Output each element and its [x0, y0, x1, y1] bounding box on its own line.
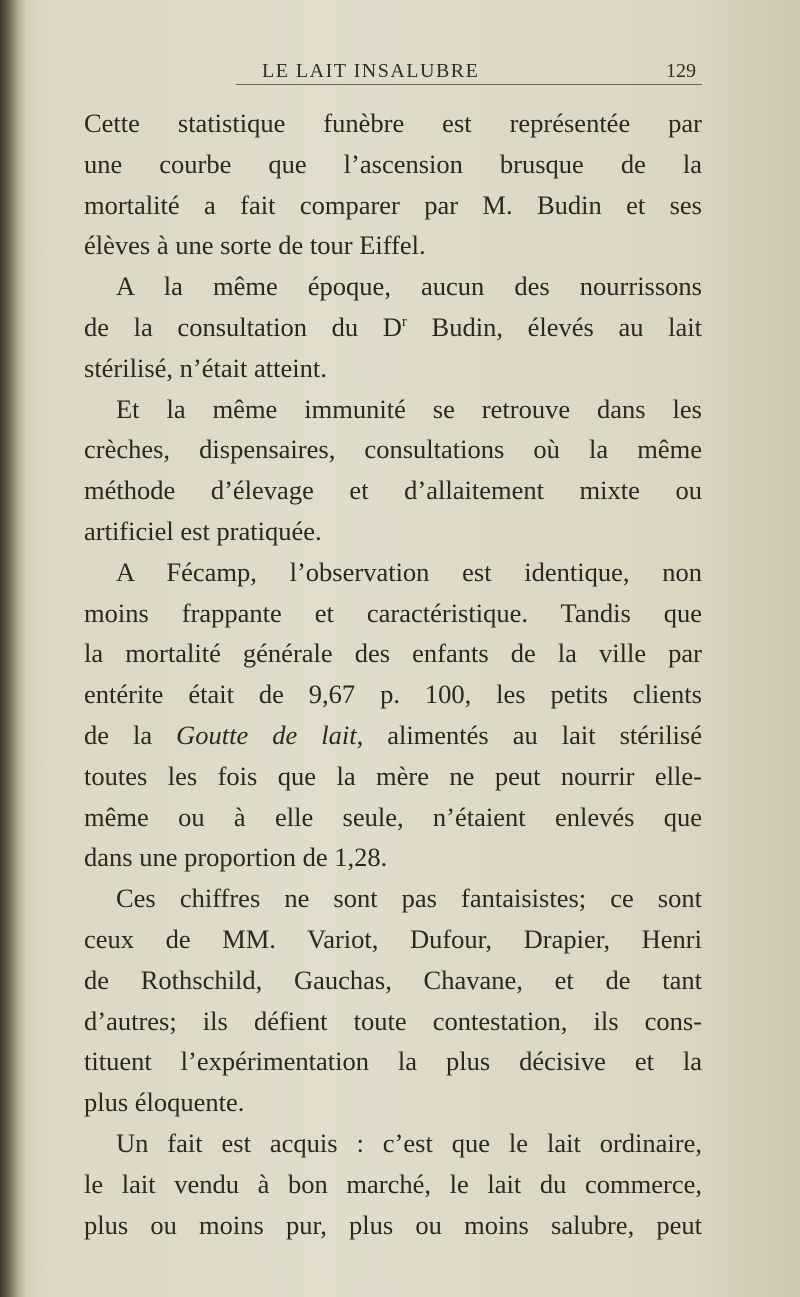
text-line: mortalité a fait comparer par M. Budin et ses	[84, 189, 702, 220]
text-line: Ces chiffres ne sont pas fantaisistes; ce sont	[116, 883, 702, 914]
text-line: dans une proportion de 1,28.	[84, 842, 388, 873]
text-line: A la même époque, aucun des nourrissons	[116, 271, 702, 302]
text-line: ceux de MM. Variot, Dufour, Drapier, Henri	[84, 923, 702, 954]
text-line: A Fécamp, l’observation est identique, non	[116, 556, 702, 587]
text-line: même ou à elle seule, n’étaient enlevés que	[84, 801, 702, 832]
text-line: tituent l’expérimentation la plus décisive et la	[84, 1046, 702, 1077]
text-line: crèches, dispensaires, consultations où la même	[84, 434, 702, 465]
text-fragment: , alimentés au lait stérilisé	[356, 719, 702, 750]
text-line: moins frappante et caractéristique. Tandis que	[84, 597, 702, 628]
text-line: méthode d’élevage et d’allaitement mixte ou	[84, 475, 702, 506]
superscript: r	[401, 314, 407, 331]
text-line: stérilisé, n’était atteint.	[84, 352, 327, 383]
text-fragment: de la	[84, 719, 177, 750]
text-line: d’autres; ils défient toute contestation, ils cons-	[84, 1005, 702, 1036]
text-line: le lait vendu à bon marché, le lait du commerce,	[84, 1168, 702, 1199]
text-line: entérite était de 9,67 p. 100, les petits clients	[84, 679, 702, 710]
text-line	[84, 715, 702, 756]
header-rule	[236, 84, 702, 85]
text-line: la mortalité générale des enfants de la ville par	[84, 638, 702, 669]
page-number: 129	[666, 60, 696, 82]
text-line: Et la même immunité se retrouve dans les	[116, 393, 702, 424]
body-text	[84, 103, 702, 1245]
text-line: plus ou moins pur, plus ou moins salubre, peut	[84, 1209, 702, 1240]
text-line: Cette statistique funèbre est représentée par	[84, 108, 702, 138]
text-line: de Rothschild, Gauchas, Chavane, et de tant	[84, 964, 702, 995]
book-binding-edge	[0, 0, 26, 1297]
text-line: toutes les fois que la mère ne peut nourrir elle-	[84, 760, 702, 791]
text-fragment: Budin, élevés au lait	[406, 311, 702, 342]
text-line: une courbe que l’ascension brusque de la	[84, 148, 702, 179]
text-fragment: de la consultation du D	[84, 311, 402, 342]
text-line: Un fait est acquis : c’est que le lait ordinaire,	[116, 1127, 702, 1158]
text-line: artificiel est pratiquée.	[84, 515, 322, 546]
text-line: élèves à une sorte de tour Eiffel.	[84, 230, 426, 261]
running-title: LE LAIT INSALUBRE	[262, 60, 480, 82]
text-line: plus éloquente.	[84, 1087, 245, 1118]
italic-title: Goutte de lait	[176, 719, 357, 750]
text-line	[84, 307, 702, 348]
